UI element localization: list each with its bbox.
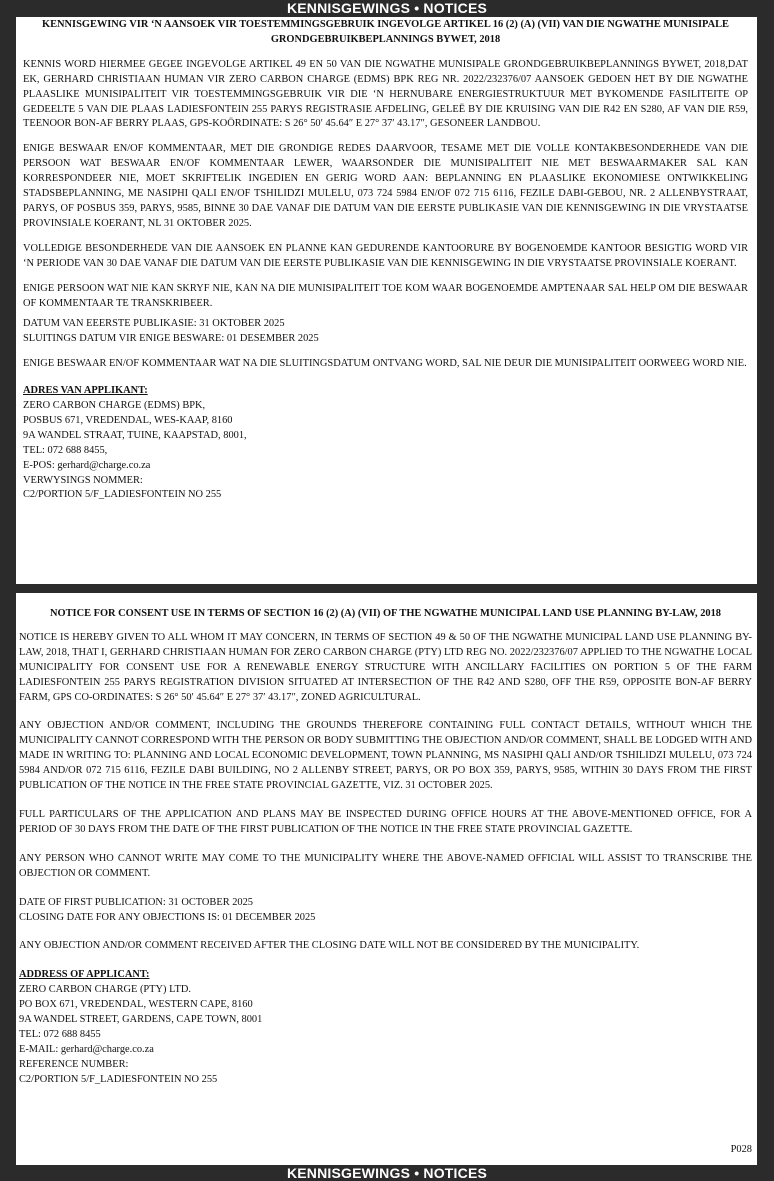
notice-code: P028 [730,1144,752,1156]
afrikaans-paragraph: ENIGE BESWAAR EN/OF KOMMENTAAR, MET DIE GRONDIGE REDES DAARVOOR, TESAME MET DIE VOLLE KONTAKBESONDERHEDE VAN DIE PERSOON WAT BESWAAR EN/OF KOMMENTAAR LEWER, WAARSONDER DIE MUNISIPALITEIT NIE MET BESWAARMAKER SAL KAN KORRESPONDEER NIE, MOET SKRIFTELIK INGEDIEN EN GERIG WORD AAN: BEPLANNING EN PLAASLIKE EKONOMIESE ONTWIKKELING STADSBEPLANNING, ME NASIPHI QALI EN/OF TSHILIDZI MULELU, 073 724 5984 EN/OF 072 715 6116, FEZILE DABI-GEBOU, NR. 2 ALLENBYSTRAAT, PARYS, OF POSBUS 359, PARYS, 9585, BINNE 30 DAE VANAF DIE DATUM VAN DIE EERSTE PUBLIKASIE VAN DIE KENNISGEWING IN DIE VRYSTAATSE PROVINSIALE KOERANT, NL 31 OKTOBER 2025. [23,143,748,229]
afrikaans-paragraph: ENIGE BESWAAR EN/OF KOMMENTAAR WAT NA DIE SLUITINGSDATUM ONTVANG WORD, SAL NIE DEUR DIE MUNISIPALITEIT OORWEEG WORD NIE. [23,358,747,370]
address-line: TEL: 072 688 8455 [19,1028,101,1040]
address-line: E-POS: gerhard@charge.co.za [23,459,151,471]
section-header-bar: KENNISGEWINGS • NOTICES [0,0,774,16]
section-footer-bar: KENNISGEWINGS • NOTICES [0,1165,774,1181]
closing-date: CLOSING DATE FOR ANY OBJECTIONS IS: 01 DECEMBER 2025 [19,911,316,923]
address-line: TEL: 072 688 8455, [23,444,108,456]
address-line: ZERO CARBON CHARGE (EDMS) BPK, [23,400,206,412]
afrikaans-notice [16,17,757,584]
english-paragraph: FULL PARTICULARS OF THE APPLICATION AND PLANS MAY BE INSPECTED DURING OFFICE HOURS AT THE ABOVE-MENTIONED OFFICE, FOR A PERIOD OF 30 DAYS FROM THE DATE OF THE FIRST PUBLICATION OF THE NOTICE IN THE FREE STATE PROVINCIAL GAZETTE. [19,808,752,835]
address-line: C2/PORTION 5/F_LADIESFONTEIN NO 255 [19,1073,218,1085]
afrikaans-notice-title: KENNISGEWING VIR ‘N AANSOEK VIR TOESTEMMINGSGEBRUIK INGEVOLGE ARTIKEL 16 (2) (A) (VII) VAN DIE NGWATHE MUNISIPALE GRONDGEBRUIKBEPLANNINGS BYWET, 2018 [42,19,729,45]
address-line: 9A WANDEL STREET, GARDENS, CAPE TOWN, 8001 [19,1014,263,1026]
english-notice [16,593,757,1165]
address-line: 9A WANDEL STRAAT, TUINE, KAAPSTAD, 8001, [23,429,247,441]
address-line: PO BOX 671, VREDENDAL, WESTERN CAPE, 8160 [19,999,253,1011]
english-paragraph: ANY PERSON WHO CANNOT WRITE MAY COME TO THE MUNICIPALITY WHERE THE ABOVE-NAMED OFFICIAL WILL ASSIST TO TRANSCRIBE THE OBJECTION OR COMMENT. [19,852,752,879]
afrikaans-address-block [23,384,748,503]
english-paragraph: NOTICE IS HEREBY GIVEN TO ALL WHOM IT MAY CONCERN, IN TERMS OF SECTION 49 & 50 OF THE NGWATHE MUNICIPAL LAND USE PLANNING BY-LAW, 2018, THAT I, GERHARD CHRISTIAAN HUMAN FOR ZERO CARBON CHARGE (PTY) LTD REG NO. 2022/232376/07 APPLIED TO THE NGWATHE LOCAL MUNICIPALITY FOR CONSENT USE FOR A RENEWABLE ENERGY STRUCTURE WITH ANCILLARY FACILITIES ON PORTION 5 OF THE FARM LADIESFONTEIN 255 PARYS REGISTRATION DIVISION SITUATED AT INTERSECTION OF THE R42 AND S280, OFF THE R59, OPPOSITE BON-AF BERRY FARM, GPS CO-ORDINATES: S 26° 50′ 45.64″ E 27° 37′ 43.17″, ZONED AGRICULTURAL. [19,631,752,703]
afrikaans-dates [23,317,748,347]
address-line: E-MAIL: gerhard@charge.co.za [19,1043,154,1055]
address-heading: ADDRESS OF APPLICANT: [19,969,150,981]
publication-date: DATE OF FIRST PUBLICATION: 31 OCTOBER 2025 [19,896,254,908]
closing-date: SLUITINGS DATUM VIR ENIGE BESWARE: 01 DESEMBER 2025 [23,333,319,345]
english-notice-title: NOTICE FOR CONSENT USE IN TERMS OF SECTION 16 (2) (A) (VII) OF THE NGWATHE MUNICIPAL LAND USE PLANNING BY-LAW, 2018 [50,608,721,619]
english-address-block [19,968,752,1087]
address-heading: ADRES VAN APPLIKANT: [23,385,148,397]
publication-date: DATUM VAN EEERSTE PUBLIKASIE: 31 OKTOBER 2025 [23,318,285,330]
english-paragraph: ANY OBJECTION AND/OR COMMENT RECEIVED AFTER THE CLOSING DATE WILL NOT BE CONSIDERED BY THE MUNICIPALITY. [19,940,640,952]
afrikaans-paragraph: VOLLEDIGE BESONDERHEDE VAN DIE AANSOEK EN PLANNE KAN GEDURENDE KANTOORURE BY BOGENOEMDE KANTOOR BESIGTIG WORD VIR ‘N PERIODE VAN 30 DAE VANAF DIE DATUM VAN DIE EERSTE PUBLIKASIE VAN DIE KENNISGEWING IN DIE VRYSTAATSE PROVINSIALE KOERANT. [23,242,748,269]
address-line: REFERENCE NUMBER: [19,1058,129,1070]
address-line: C2/PORTION 5/F_LADIESFONTEIN NO 255 [23,489,222,501]
english-paragraph: ANY OBJECTION AND/OR COMMENT, INCLUDING THE GROUNDS THEREFORE CONTAINING FULL CONTACT DETAILS, WITHOUT WHICH THE MUNICIPALITY CANNOT CORRESPOND WITH THE PERSON OR BODY SUBMITTING THE OBJECTION AND/OR COMMENT, SHALL BE LODGED WITH AND MADE IN WRITING TO: PLANNING AND LOCAL ECONOMIC DEVELOPMENT, TOWN PLANNING, MS NASIPHI QALI AND/OR TSHILIDZI MULELU, 073 724 5984 AND/OR 072 715 6116, FEZILE DABI BUILDING, NO 2 ALLENBY STREET, PARYS, OR PO BOX 359, PARYS, 9585, WITHIN 30 DAYS FROM THE FIRST PUBLICATION OF THE NOTICE IN THE FREE STATE PROVINCIAL GAZETTE, VIZ. 31 OCTOBER 2025. [19,720,752,792]
address-line: ZERO CARBON CHARGE (PTY) LTD. [19,984,191,996]
address-line: POSBUS 671, VREDENDAL, WES-KAAP, 8160 [23,414,233,426]
address-line: VERWYSINGS NOMMER: [23,474,143,486]
english-dates [19,896,752,926]
afrikaans-paragraph: KENNIS WORD HIERMEE GEGEE INGEVOLGE ARTIKEL 49 EN 50 VAN DIE NGWATHE MUNISIPALE GRONDGEBRUIKBEPLANNINGS BYWET, 2018,DAT EK, GERHARD CHRISTIAAN HUMAN VIR ZERO CARBON CHARGE (EDMS) BPK REG NR. 2022/232376/07 AANSOEK GEDOEN HET BY DIE NGWATHE PLAASLIKE MUNISIPALITEIT VIR TOESTEMMINGSGEBRUIK VIR DIE ‘N HERNUBARE ENERGIESTRUKTUUR MET BYKOMENDE FASILITEITE OP GEDEELTE 5 VAN DIE PLAAS LADIESFONTEIN 255 PARYS REGISTRASIE AFDELING, GELEË BY DIE KRUISING VAN DIE R42 EN S280, AF VAN DIE R59, TEENOOR BON-AF BERRY PLAAS, GPS-KOÖRDINATE: S 26° 50′ 45.64″ E 27° 37′ 43.17″, GESONEER LANDBOU. [23,58,748,130]
afrikaans-paragraph: ENIGE PERSOON WAT NIE KAN SKRYF NIE, KAN NA DIE MUNISIPALITEIT TOE KOM WAAR BOGENOEMDE AMPTENAAR SAL HELP OM DIE BESWAAR OF KOMMENTAAR TE TRANSKRIBEER. [23,282,748,309]
